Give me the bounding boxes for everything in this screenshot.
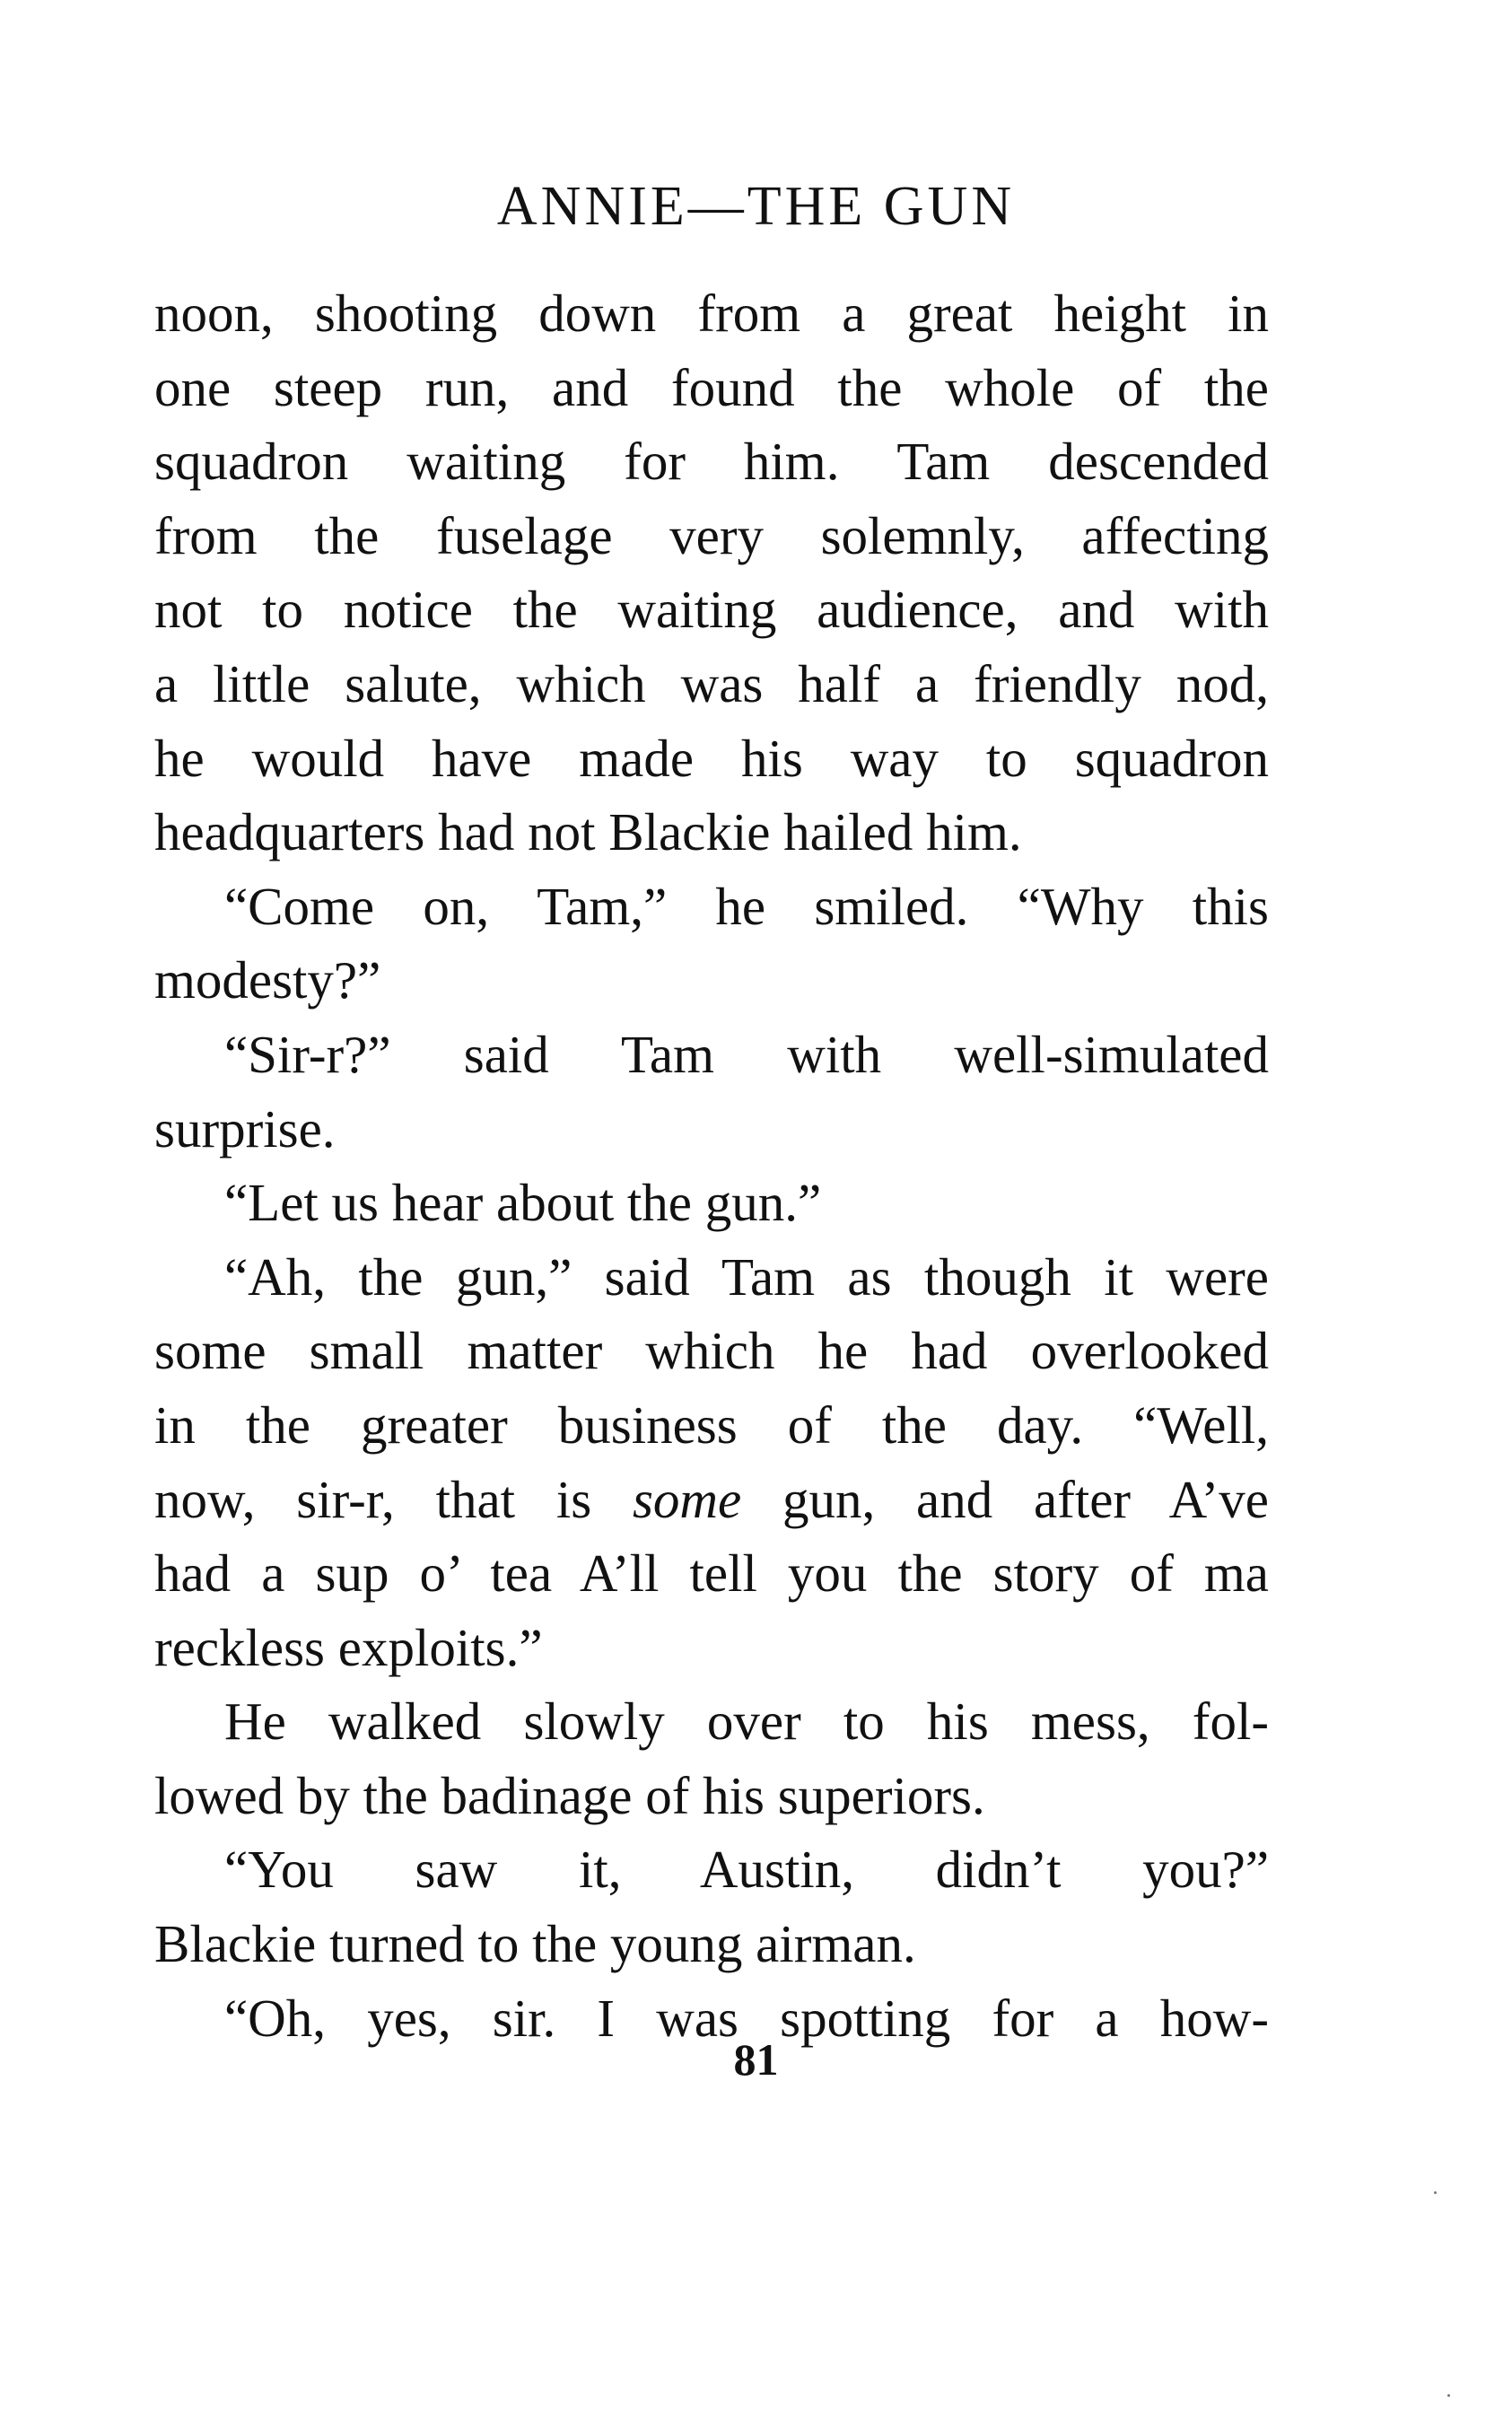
- text-line: noon, shooting down from a great height in: [154, 284, 1269, 343]
- text-line: squadron waiting for him. Tam descended: [154, 432, 1269, 492]
- text-line: “You saw it, Austin, didn’t you?”: [224, 1840, 1269, 1900]
- text-line: some small matter which he had overlooked: [154, 1321, 1269, 1381]
- text-segment: now, sir-r, that is: [154, 1469, 633, 1529]
- text-line: he would have made his way to squadron: [154, 728, 1269, 788]
- text-line: reckless exploits.”: [154, 1617, 543, 1677]
- text-line: had a sup o’ tea A’ll tell you the story of ma: [154, 1543, 1269, 1604]
- text-line: lowed by the badinage of his superiors.: [154, 1765, 985, 1825]
- running-head: ANNIE—THE GUN: [496, 176, 1016, 237]
- text-line: modesty?”: [154, 950, 381, 1010]
- text-line: in the greater business of the day. “Well,: [154, 1394, 1269, 1455]
- text-line: [154, 1463, 1269, 1537]
- page-number: 81: [733, 2034, 779, 2085]
- text-line: Blackie turned to the young airman.: [154, 1914, 916, 1974]
- text-line: He walked slowly over to his mess, fol-: [224, 1692, 1269, 1752]
- text-line: not to notice the waiting audience, and with: [154, 580, 1269, 640]
- text-line: surprise.: [154, 1098, 336, 1158]
- emphasis: some: [632, 1469, 742, 1529]
- body-text: [154, 276, 1269, 2055]
- text-line: one steep run, and found the whole of the: [154, 357, 1269, 417]
- text-segment: gun, and after A’ve: [741, 1469, 1269, 1529]
- text-line: from the fuselage very solemnly, affecting: [154, 505, 1269, 565]
- text-line: “Let us hear about the gun.”: [224, 1173, 822, 1233]
- text-line: “Ah, the gun,” said Tam as though it were: [224, 1246, 1269, 1307]
- paper-speck: [1434, 2191, 1437, 2194]
- paper-speck: [1447, 2394, 1450, 2397]
- text-line: headquarters had not Blackie hailed him.: [154, 802, 1022, 862]
- text-line: “Sir-r?” said Tam with well-simulated: [224, 1024, 1269, 1084]
- text-line: a little salute, which was half a friendly nod,: [154, 653, 1269, 713]
- text-line: “Come on, Tam,” he smiled. “Why this: [224, 876, 1269, 936]
- text-line: “Oh, yes, sir. I was spotting for a how-: [224, 1988, 1269, 2048]
